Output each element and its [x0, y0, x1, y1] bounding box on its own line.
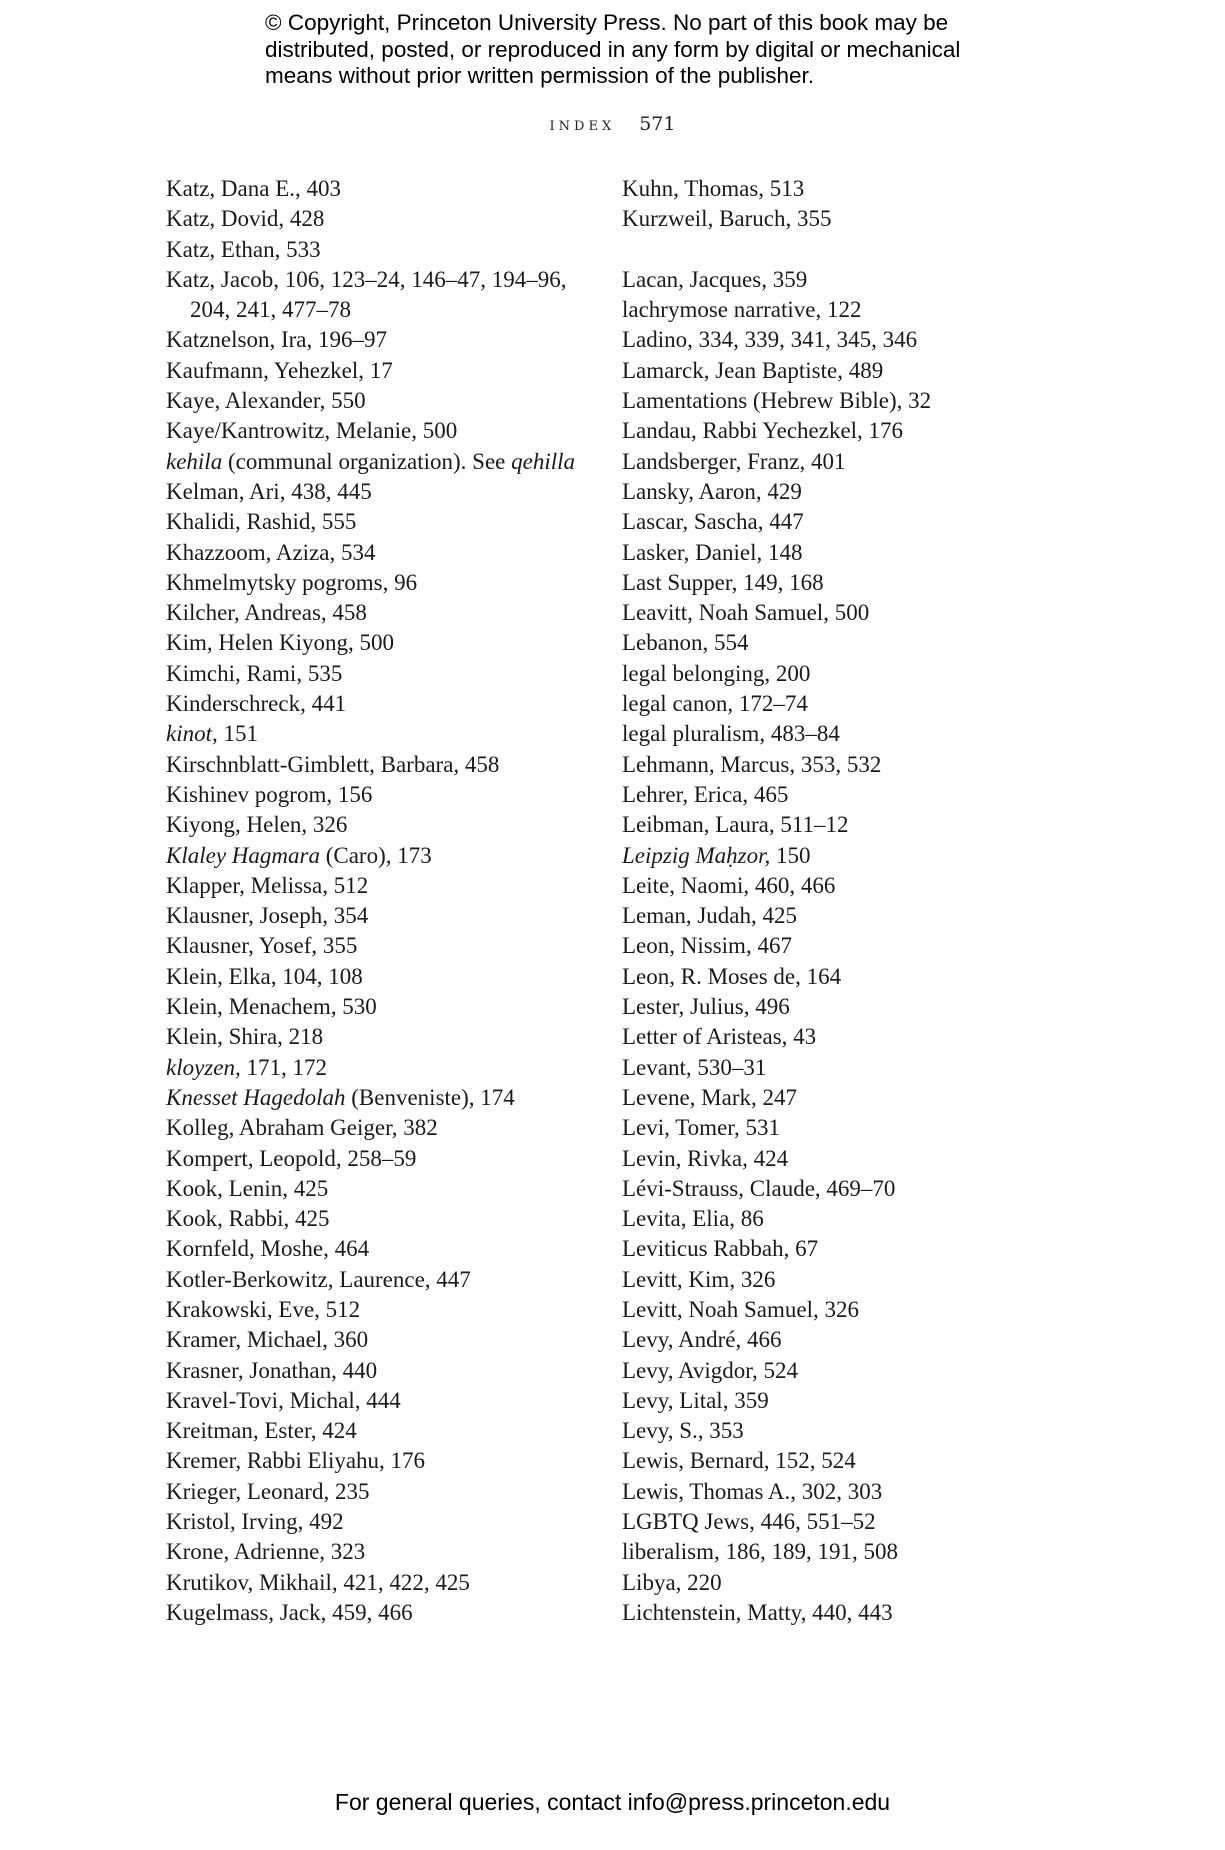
index-entry — [166, 871, 596, 901]
index-entry-text: Lewis, Bernard, 152, 524 — [622, 1448, 856, 1474]
index-entry — [166, 1446, 596, 1476]
index-entry — [166, 1507, 596, 1537]
index-entry-text: Kaye, Alexander, 550 — [166, 388, 366, 414]
index-entry-text: Lasker, Daniel, 148 — [622, 539, 803, 565]
index-entry-text: 171, 172 — [240, 1054, 327, 1080]
index-entry-text: Klapper, Melissa, 512 — [166, 872, 369, 898]
running-head-label: index — [549, 113, 616, 135]
index-entry — [166, 204, 596, 234]
index-entry — [166, 1234, 596, 1264]
index-entry-text: Kinderschreck, 441 — [166, 691, 347, 717]
index-entry-text: legal belonging, 200 — [622, 660, 811, 686]
index-entry-text: Kreitman, Ester, 424 — [166, 1418, 357, 1444]
index-entry — [166, 750, 596, 780]
index-entry-text: Leviticus Rabbah, 67 — [622, 1236, 819, 1262]
index-entry — [166, 1265, 596, 1295]
index-entry-text: Leon, R. Moses de, 164 — [622, 963, 842, 989]
index-entry — [622, 1083, 1052, 1113]
index-entry — [166, 265, 596, 326]
index-entry-text: Leibman, Laura, 511–12 — [622, 812, 849, 838]
index-entry-text: legal canon, 172–74 — [622, 691, 808, 717]
index-entry-text: kehila — [166, 448, 223, 474]
page-number: 571 — [639, 113, 676, 135]
index-entry-text: Katz, Jacob, 106, 123–24, 146–47, 194–96, 204, 241, 477–78 — [166, 266, 567, 323]
index-entry — [166, 1053, 596, 1083]
index-entry-text: liberalism, 186, 189, 191, 508 — [622, 1539, 898, 1565]
index-entry-text: legal pluralism, 483–84 — [622, 721, 840, 747]
index-column-left — [166, 174, 596, 1628]
index-entry — [166, 235, 596, 265]
index-entry — [622, 1568, 1052, 1598]
index-entry-text: Landsberger, Franz, 401 — [622, 448, 846, 474]
index-entry — [166, 1537, 596, 1567]
index-entry-text: kinot, — [166, 721, 218, 747]
index-entry-text: (Caro), 173 — [319, 842, 432, 868]
index-entry-text: Klein, Elka, 104, 108 — [166, 963, 363, 989]
index-entry — [166, 174, 596, 204]
index-entry — [622, 265, 1052, 295]
index-entry — [622, 1507, 1052, 1537]
index-entry-text: Klausner, Joseph, 354 — [166, 903, 369, 929]
index-entry-text: Kishinev pogrom, 156 — [166, 781, 373, 807]
index-entry-text: Kirschnblatt-Gimblett, Barbara, 458 — [166, 751, 500, 777]
index-column-right — [622, 174, 1052, 1628]
index-entry — [166, 1295, 596, 1325]
index-entry-text: Krakowski, Eve, 512 — [166, 1296, 361, 1322]
index-entry — [622, 507, 1052, 537]
index-entry — [622, 1144, 1052, 1174]
index-entry-text: Levin, Rivka, 424 — [622, 1145, 789, 1171]
index-entry-text: Khmelmytsky pogroms, 96 — [166, 569, 418, 595]
index-entry-text: Leavitt, Noah Samuel, 500 — [622, 600, 870, 626]
index-entry — [166, 659, 596, 689]
index-entry-text: Ladino, 334, 339, 341, 345, 346 — [622, 327, 918, 353]
index-entry-text: Levi, Tomer, 531 — [622, 1115, 781, 1141]
index-entry-text: Levy, André, 466 — [622, 1327, 782, 1353]
index-entry — [622, 628, 1052, 658]
index-entry-text: Leipzig Maḥzor, — [622, 842, 771, 868]
index-entry-text: Kurzweil, Baruch, 355 — [622, 206, 832, 232]
index-entry — [166, 841, 596, 871]
index-entry — [622, 1386, 1052, 1416]
index-entry-text: Lévi-Strauss, Claude, 469–70 — [622, 1175, 896, 1201]
index-entry — [622, 810, 1052, 840]
index-entry-text: Lamentations (Hebrew Bible), 32 — [622, 388, 932, 414]
index-entry — [622, 719, 1052, 749]
index-entry — [622, 901, 1052, 931]
index-entry — [166, 628, 596, 658]
index-entry-text: Katznelson, Ira, 196–97 — [166, 327, 387, 353]
index-entry — [166, 901, 596, 931]
index-entry-text: 151 — [217, 721, 258, 747]
index-entry-text: qehilla — [511, 448, 575, 474]
index-entry-text: Kugelmass, Jack, 459, 466 — [166, 1599, 413, 1625]
index-entry — [166, 356, 596, 386]
index-entry — [622, 780, 1052, 810]
index-entry — [622, 1174, 1052, 1204]
index-entry — [166, 1204, 596, 1234]
index-entry-text: Kramer, Michael, 360 — [166, 1327, 369, 1353]
index-entry-text: Klaley Hagmara — [166, 842, 320, 868]
index-entry — [166, 1598, 596, 1628]
index-entry-text: Kremer, Rabbi Eliyahu, 176 — [166, 1448, 426, 1474]
index-entry — [166, 538, 596, 568]
index-entry-text: Lamarck, Jean Baptiste, 489 — [622, 357, 884, 383]
index-entry — [166, 1568, 596, 1598]
index-entry — [166, 507, 596, 537]
index-entry-text: Kolleg, Abraham Geiger, 382 — [166, 1115, 438, 1141]
index-entry — [166, 992, 596, 1022]
index-entry-text: Klausner, Yosef, 355 — [166, 933, 358, 959]
index-entry — [166, 1174, 596, 1204]
index-entry-text: Lascar, Sascha, 447 — [622, 509, 804, 535]
index-entry-text: Levita, Elia, 86 — [622, 1206, 764, 1232]
index-entry — [622, 689, 1052, 719]
index-entry-text: Lansky, Aaron, 429 — [622, 478, 802, 504]
index-entry — [166, 1386, 596, 1416]
index-entry — [166, 325, 596, 355]
index-entry-text: Kim, Helen Kiyong, 500 — [166, 630, 395, 656]
index-entry-text: Last Supper, 149, 168 — [622, 569, 824, 595]
index-entry — [622, 659, 1052, 689]
index-entry — [622, 1234, 1052, 1264]
index-entry-text: Levy, Lital, 359 — [622, 1387, 769, 1413]
index-entry — [622, 1113, 1052, 1143]
index-entry-text: Levitt, Kim, 326 — [622, 1266, 776, 1292]
index-entry-text: Katz, Dovid, 428 — [166, 206, 325, 232]
index-entry — [166, 962, 596, 992]
index-entry — [622, 1356, 1052, 1386]
index-entry — [166, 416, 596, 446]
index-entry-text: Kimchi, Rami, 535 — [166, 660, 343, 686]
index-entry — [622, 1598, 1052, 1628]
index-entry-text: Kiyong, Helen, 326 — [166, 812, 348, 838]
index-entry — [166, 477, 596, 507]
index-entry — [622, 568, 1052, 598]
index-entry — [622, 1204, 1052, 1234]
index-entry — [622, 1295, 1052, 1325]
index-entry-text: Katz, Ethan, 533 — [166, 236, 321, 262]
index-entry-text: Krieger, Leonard, 235 — [166, 1478, 370, 1504]
index-entry — [622, 1477, 1052, 1507]
index-entry-text: Knesset Hagedolah — [166, 1084, 346, 1110]
index-entry — [166, 780, 596, 810]
index-entry-text: Katz, Dana E., 403 — [166, 176, 341, 201]
index-entry — [622, 477, 1052, 507]
index-entry — [166, 1022, 596, 1052]
index-entry-text: Kompert, Leopold, 258–59 — [166, 1145, 417, 1171]
index-entry — [166, 689, 596, 719]
index-entry-text: Kook, Rabbi, 425 — [166, 1206, 330, 1232]
index-entry-text: Kuhn, Thomas, 513 — [622, 176, 805, 201]
index-entry-text: Kornfeld, Moshe, 464 — [166, 1236, 370, 1262]
index-entry-text: 150 — [770, 842, 811, 868]
index-entry-text: Lacan, Jacques, 359 — [622, 266, 808, 292]
index-entry — [622, 750, 1052, 780]
index-entry-text: Landau, Rabbi Yechezkel, 176 — [622, 418, 904, 444]
index-entry-text: kloyzen, — [166, 1054, 241, 1080]
index-entry-text: Klein, Menachem, 530 — [166, 994, 377, 1020]
index-entry — [166, 386, 596, 416]
index-entry-text: Levene, Mark, 247 — [622, 1084, 797, 1110]
index-entry-text: (Benveniste), 174 — [345, 1084, 515, 1110]
index-entry — [622, 1446, 1052, 1476]
index-entry-text: Lester, Julius, 496 — [622, 994, 790, 1020]
index-entry-text: Klein, Shira, 218 — [166, 1024, 324, 1050]
index-entry-text: Lehmann, Marcus, 353, 532 — [622, 751, 882, 777]
index-entry-text: Krasner, Jonathan, 440 — [166, 1357, 378, 1383]
index-entry-text: lachrymose narrative, 122 — [622, 297, 862, 323]
index-entry-text: Lehrer, Erica, 465 — [622, 781, 789, 807]
index-entry — [622, 992, 1052, 1022]
index-entry — [622, 1325, 1052, 1355]
index-entry-text: Letter of Aristeas, 43 — [622, 1024, 817, 1050]
index-entry — [622, 841, 1052, 871]
index-entry-text: Kravel-Tovi, Michal, 444 — [166, 1387, 401, 1413]
index-entry — [622, 1265, 1052, 1295]
index-entry — [166, 1416, 596, 1446]
index-entry-text: Kotler-Berkowitz, Laurence, 447 — [166, 1266, 471, 1292]
index-entry — [622, 931, 1052, 961]
index-entry-text: Lebanon, 554 — [622, 630, 749, 656]
index-entry-text: Levy, S., 353 — [622, 1418, 744, 1444]
index-entry — [166, 1356, 596, 1386]
index-entry — [622, 447, 1052, 477]
index-entry-text: Levitt, Noah Samuel, 326 — [622, 1296, 859, 1322]
index-entry — [166, 447, 596, 477]
index-entry — [622, 1416, 1052, 1446]
index-entry — [166, 598, 596, 628]
contact-footer: For general queries, contact info@press.princeton.edu — [334, 1789, 891, 1815]
index-entry — [622, 871, 1052, 901]
index-entry-text: Kaufmann, Yehezkel, 17 — [166, 357, 393, 383]
index-entry — [166, 1144, 596, 1174]
index-entry — [622, 598, 1052, 628]
index-entry — [622, 325, 1052, 355]
index-entry — [166, 1477, 596, 1507]
index-entry — [622, 962, 1052, 992]
index-entry-text: Kaye/Kantrowitz, Melanie, 500 — [166, 418, 458, 444]
index-entry-text: Kook, Lenin, 425 — [166, 1175, 329, 1201]
index-entry-text: Levy, Avigdor, 524 — [622, 1357, 799, 1383]
index-entry — [166, 1083, 596, 1113]
index-entry-text: Kelman, Ari, 438, 445 — [166, 478, 372, 504]
index-entry — [622, 356, 1052, 386]
index-entry-text: Krutikov, Mikhail, 421, 422, 425 — [166, 1569, 470, 1595]
running-head — [0, 113, 1225, 135]
index-entry-text: Leman, Judah, 425 — [622, 903, 798, 929]
index-entry — [166, 1325, 596, 1355]
index-entry-text: Khazzoom, Aziza, 534 — [166, 539, 376, 565]
index-entry-text: Krone, Adrienne, 323 — [166, 1539, 366, 1565]
index-entry-text: Levant, 530–31 — [622, 1054, 767, 1080]
index-entry — [622, 295, 1052, 325]
index-entry — [166, 719, 596, 749]
index-entry — [622, 174, 1052, 204]
index-entry-text: (communal organization). See — [222, 448, 512, 474]
index-entry-text: Kristol, Irving, 492 — [166, 1509, 344, 1535]
index-entry — [166, 1113, 596, 1143]
index-entry-text: Lichtenstein, Matty, 440, 443 — [622, 1599, 893, 1625]
index-entry-text: LGBTQ Jews, 446, 551–52 — [622, 1509, 876, 1535]
index-entry — [622, 204, 1052, 234]
index-entry — [622, 538, 1052, 568]
index-entry — [166, 810, 596, 840]
index-entry-text: Libya, 220 — [622, 1569, 722, 1595]
index-entry-text: Leon, Nissim, 467 — [622, 933, 792, 959]
index-entry — [166, 931, 596, 961]
index-entry — [166, 568, 596, 598]
index-entry-text: Lewis, Thomas A., 302, 303 — [622, 1478, 883, 1504]
index-entry — [622, 1537, 1052, 1567]
index-entry — [622, 386, 1052, 416]
index-entry — [622, 1053, 1052, 1083]
index-letter-break — [622, 235, 1052, 265]
index-entry-text: Kilcher, Andreas, 458 — [166, 600, 367, 626]
index-entry — [622, 1022, 1052, 1052]
index-entry-text: Leite, Naomi, 460, 466 — [622, 872, 836, 898]
index-entry — [622, 416, 1052, 446]
index-entry-text: Khalidi, Rashid, 555 — [166, 509, 357, 535]
copyright-notice: © Copyright, Princeton University Press. No part of this book may be distributed, posted, or reproduced in any form by digital or mechanical means without prior written permission of the publisher. — [265, 10, 961, 88]
